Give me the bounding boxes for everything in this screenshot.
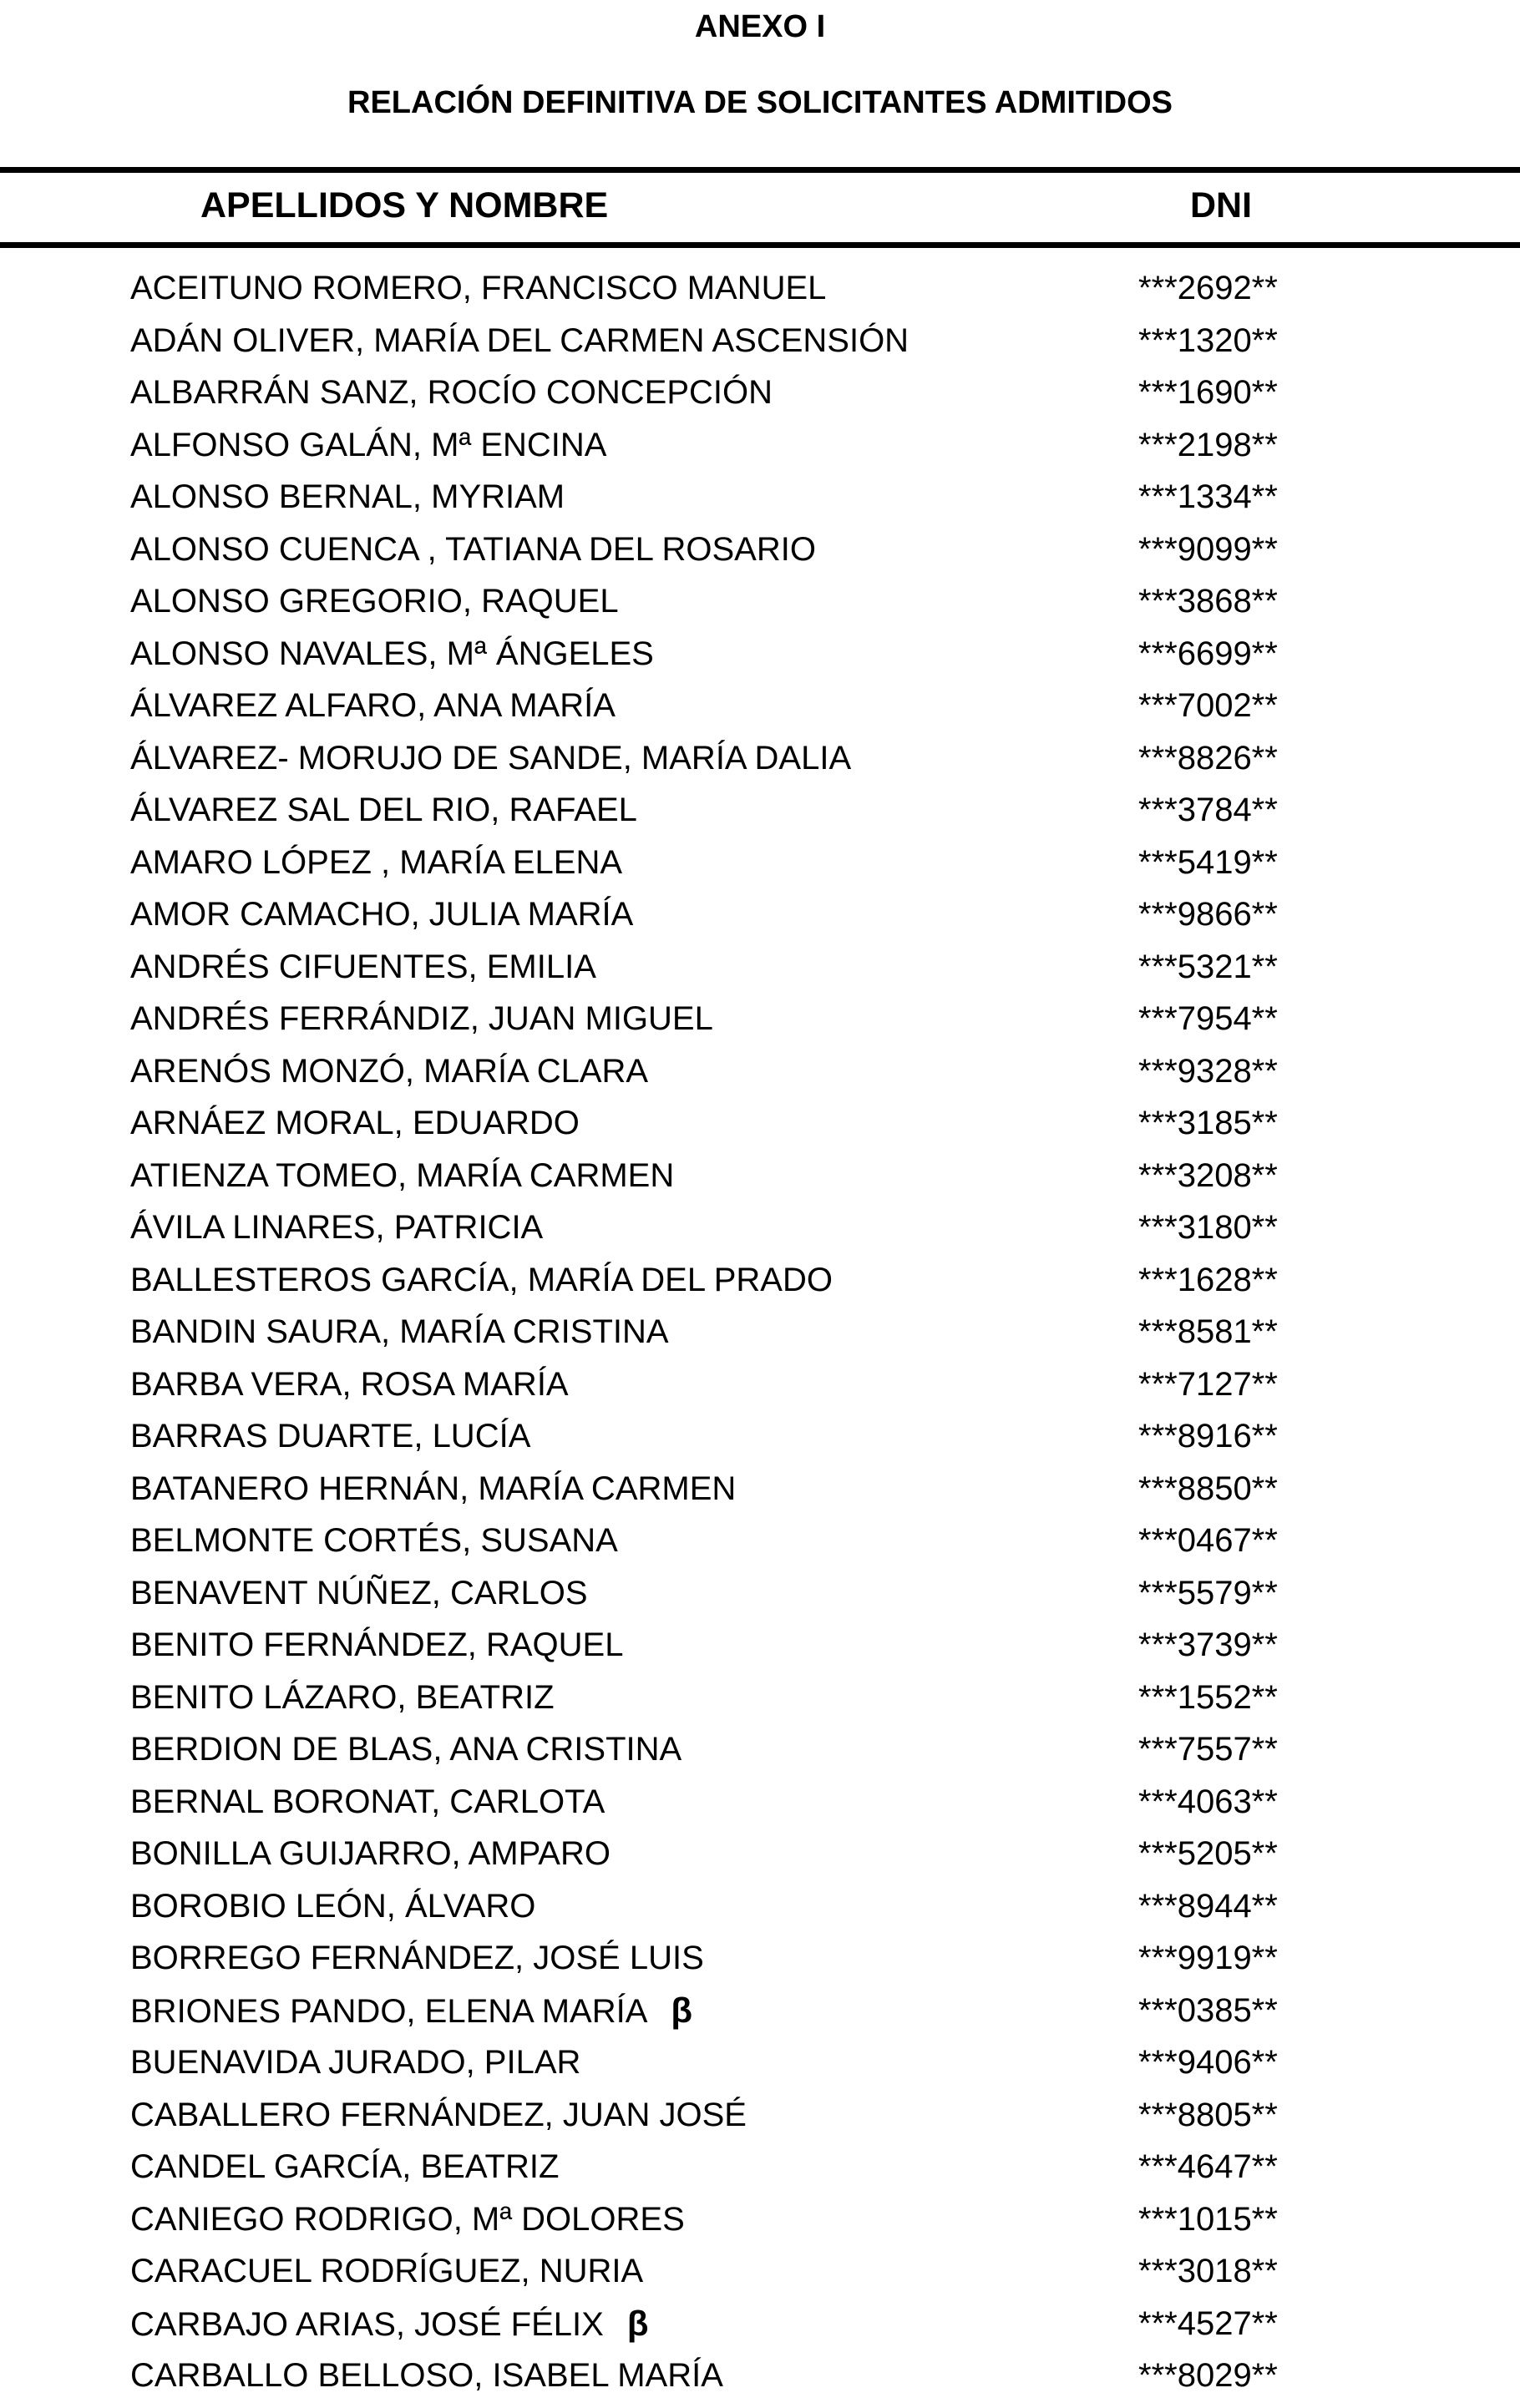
table-row xyxy=(0,1828,1520,1880)
applicant-dni: ***9919** xyxy=(1138,1940,1278,1976)
applicant-name-cell xyxy=(130,1463,736,1515)
applicant-name-cell xyxy=(130,941,596,993)
table-row xyxy=(0,732,1520,785)
beta-mark: β xyxy=(626,2303,649,2343)
applicant-dni: ***8826** xyxy=(1138,739,1278,777)
applicant-name: ÁVILA LINARES, PATRICIA xyxy=(130,1209,544,1246)
table-row xyxy=(0,1463,1520,1515)
applicant-name-cell xyxy=(130,1254,833,1306)
applicant-dni: ***3208** xyxy=(1138,1156,1278,1194)
applicant-list xyxy=(0,262,1520,2402)
table-row xyxy=(0,1567,1520,1620)
applicant-dni: ***2692** xyxy=(1138,270,1278,306)
applicant-name: ARENÓS MONZÓ, MARÍA CLARA xyxy=(130,1052,649,1090)
table-row xyxy=(0,2036,1520,2089)
applicant-name: ADÁN OLIVER, MARÍA DEL CARMEN ASCENSIÓN xyxy=(130,321,909,359)
applicant-dni: ***0385** xyxy=(1138,1991,1278,2029)
applicant-dni: ***5579** xyxy=(1138,1574,1278,1611)
applicant-name-cell xyxy=(130,1723,681,1775)
applicant-name: CABALLERO FERNÁNDEZ, JUAN JOSÉ xyxy=(130,2096,747,2133)
applicant-dni: ***8581** xyxy=(1138,1313,1278,1350)
applicant-name-cell xyxy=(130,1828,611,1879)
applicant-dni: ***5205** xyxy=(1138,1835,1278,1872)
applicant-name: CANDEL GARCÍA, BEATRIZ xyxy=(130,2148,560,2185)
applicant-name-cell xyxy=(130,784,637,836)
applicant-dni: ***1015** xyxy=(1138,2200,1278,2238)
applicant-dni: ***3018** xyxy=(1138,2253,1278,2289)
applicant-name-cell xyxy=(130,1619,623,1671)
table-row xyxy=(0,2089,1520,2142)
applicant-name: ALONSO CUENCA , TATIANA DEL ROSARIO xyxy=(130,530,816,568)
applicant-name: ÁLVAREZ ALFARO, ANA MARÍA xyxy=(130,687,616,724)
table-row xyxy=(0,1045,1520,1098)
applicant-name-cell xyxy=(130,1567,588,1619)
applicant-name-cell xyxy=(130,1672,555,1723)
table-row xyxy=(0,2298,1520,2350)
applicant-name: BOROBIO LEÓN, ÁLVARO xyxy=(130,1887,536,1925)
table-row xyxy=(0,1358,1520,1411)
applicant-name: ÁLVAREZ SAL DEL RIO, RAFAEL xyxy=(130,792,637,828)
applicant-dni: ***3868** xyxy=(1138,583,1278,620)
applicant-name: BATANERO HERNÁN, MARÍA CARMEN xyxy=(130,1470,737,1507)
applicant-name-cell xyxy=(130,2141,559,2193)
applicant-name: ACEITUNO ROMERO, FRANCISCO MANUEL xyxy=(130,270,827,306)
applicant-name-cell xyxy=(130,888,633,940)
applicant-name-cell xyxy=(130,1201,543,1253)
table-row xyxy=(0,1410,1520,1463)
applicant-dni: ***8850** xyxy=(1138,1470,1278,1507)
applicant-name: BENITO FERNÁNDEZ, RAQUEL xyxy=(130,1626,624,1663)
applicant-name: ALONSO GREGORIO, RAQUEL xyxy=(130,583,619,620)
applicant-name: BRIONES PANDO, ELENA MARÍA xyxy=(130,1992,648,2030)
applicant-name-cell xyxy=(130,262,826,314)
applicant-name-cell xyxy=(130,837,622,888)
applicant-dni: ***8944** xyxy=(1138,1887,1278,1925)
applicant-dni: ***2198** xyxy=(1138,426,1278,463)
table-row xyxy=(0,1306,1520,1358)
applicant-name: ARNÁEZ MORAL, EDUARDO xyxy=(130,1105,580,1141)
applicant-dni: ***1628** xyxy=(1138,1261,1278,1298)
table-row xyxy=(0,367,1520,419)
applicant-name: ÁLVAREZ- MORUJO DE SANDE, MARÍA DALIA xyxy=(130,739,852,777)
applicant-dni: ***1320** xyxy=(1138,321,1278,359)
applicant-dni: ***9406** xyxy=(1138,2044,1278,2081)
applicant-name-cell xyxy=(130,367,773,418)
table-row xyxy=(0,837,1520,889)
table-row xyxy=(0,1723,1520,1776)
applicant-name-cell xyxy=(130,1410,530,1462)
column-header-dni: DNI xyxy=(1190,185,1253,225)
applicant-name-cell xyxy=(130,1358,569,1410)
applicant-name: CARBAJO ARIAS, JOSÉ FÉLIX xyxy=(130,2305,604,2343)
applicant-name-cell xyxy=(130,419,606,471)
applicant-name: CANIEGO RODRIGO, Mª DOLORES xyxy=(130,2200,685,2238)
applicant-name-cell xyxy=(130,575,619,627)
applicant-name-cell xyxy=(130,524,816,575)
applicant-name-cell xyxy=(130,471,565,523)
applicant-name-cell xyxy=(130,2089,747,2141)
applicant-name-cell xyxy=(130,1306,669,1358)
applicant-dni: ***8029** xyxy=(1138,2357,1278,2394)
applicant-name: BENITO LÁZARO, BEATRIZ xyxy=(130,1678,555,1716)
applicant-name-cell xyxy=(130,628,654,680)
table-row xyxy=(0,1619,1520,1672)
table-row xyxy=(0,524,1520,576)
applicant-dni: ***1334** xyxy=(1138,478,1278,515)
applicant-dni: ***8916** xyxy=(1138,1418,1278,1454)
table-row xyxy=(0,1097,1520,1150)
table-row xyxy=(0,2193,1520,2246)
applicant-name: BONILLA GUIJARRO, AMPARO xyxy=(130,1835,611,1872)
applicant-name-cell xyxy=(130,1150,674,1201)
applicant-dni: ***9866** xyxy=(1138,896,1278,933)
applicant-dni: ***5419** xyxy=(1138,843,1278,881)
applicant-dni: ***3784** xyxy=(1138,792,1278,828)
table-row xyxy=(0,1672,1520,1724)
applicant-dni: ***4063** xyxy=(1138,1783,1278,1820)
table-row xyxy=(0,784,1520,837)
applicant-name: BELMONTE CORTÉS, SUSANA xyxy=(130,1522,618,1559)
applicant-name-cell xyxy=(130,1045,648,1097)
applicant-name: ATIENZA TOMEO, MARÍA CARMEN xyxy=(130,1156,675,1194)
applicant-dni: ***3739** xyxy=(1138,1626,1278,1663)
applicant-name-cell xyxy=(130,1776,605,1828)
applicant-dni: ***1690** xyxy=(1138,374,1278,411)
applicant-dni: ***8805** xyxy=(1138,2096,1278,2133)
document-title: RELACIÓN DEFINITIVA DE SOLICITANTES ADMITIDOS xyxy=(347,85,1173,120)
applicant-name-cell xyxy=(130,2350,723,2401)
applicant-name-cell xyxy=(130,2245,643,2297)
applicant-dni: ***7002** xyxy=(1138,687,1278,724)
applicant-name-cell xyxy=(130,732,851,784)
applicant-name-cell xyxy=(130,2036,580,2088)
table-row xyxy=(0,1880,1520,1933)
table-row xyxy=(0,419,1520,472)
applicant-name: CARBALLO BELLOSO, ISABEL MARÍA xyxy=(130,2357,723,2394)
applicant-name-cell xyxy=(130,993,713,1045)
applicant-dni: ***7954** xyxy=(1138,1000,1278,1037)
applicant-name-cell xyxy=(130,680,616,731)
table-row xyxy=(0,2141,1520,2193)
table-row xyxy=(0,575,1520,628)
applicant-dni: ***1552** xyxy=(1138,1678,1278,1716)
applicant-dni: ***4527** xyxy=(1138,2304,1278,2342)
applicant-name-cell xyxy=(130,1880,535,1932)
table-row xyxy=(0,1776,1520,1829)
table-row xyxy=(0,1515,1520,1567)
column-header-name: APELLIDOS Y NOMBRE xyxy=(200,185,609,225)
applicant-name-cell xyxy=(130,2193,685,2245)
applicant-name: BERNAL BORONAT, CARLOTA xyxy=(130,1783,605,1820)
applicant-name: BENAVENT NÚÑEZ, CARLOS xyxy=(130,1574,588,1611)
table-row xyxy=(0,888,1520,941)
applicant-name: ALONSO BERNAL, MYRIAM xyxy=(130,478,565,515)
applicant-name: BARRAS DUARTE, LUCÍA xyxy=(130,1418,531,1454)
table-row xyxy=(0,1201,1520,1254)
applicant-name-cell xyxy=(130,1932,704,1984)
applicant-name: BARBA VERA, ROSA MARÍA xyxy=(130,1365,569,1403)
table-row xyxy=(0,680,1520,732)
applicant-dni: ***3185** xyxy=(1138,1105,1278,1141)
header-top-rule xyxy=(0,167,1520,173)
applicant-name: BANDIN SAURA, MARÍA CRISTINA xyxy=(130,1313,669,1350)
table-row xyxy=(0,993,1520,1045)
applicant-name: ALFONSO GALÁN, Mª ENCINA xyxy=(130,426,607,463)
header-bottom-rule xyxy=(0,242,1520,248)
table-row xyxy=(0,941,1520,994)
applicant-dni: ***4647** xyxy=(1138,2148,1278,2185)
table-row xyxy=(0,1932,1520,1985)
applicant-name: ALONSO NAVALES, Mª ÁNGELES xyxy=(130,635,654,672)
applicant-name-cell xyxy=(130,1985,692,2037)
table-row xyxy=(0,471,1520,524)
applicant-name: ALBARRÁN SANZ, ROCÍO CONCEPCIÓN xyxy=(130,374,773,411)
applicant-name-cell xyxy=(130,315,909,367)
applicant-name: AMARO LÓPEZ , MARÍA ELENA xyxy=(130,843,623,881)
applicant-name: ANDRÉS CIFUENTES, EMILIA xyxy=(130,948,596,985)
annex-title: ANEXO I xyxy=(694,9,826,44)
table-row xyxy=(0,1150,1520,1202)
applicant-name: BALLESTEROS GARCÍA, MARÍA DEL PRADO xyxy=(130,1261,833,1298)
applicant-dni: ***7557** xyxy=(1138,1731,1278,1768)
applicant-name: AMOR CAMACHO, JULIA MARÍA xyxy=(130,896,634,933)
applicant-dni: ***9328** xyxy=(1138,1052,1278,1090)
applicant-name-cell xyxy=(130,1515,618,1566)
table-row xyxy=(0,2350,1520,2402)
applicant-name: BERDION DE BLAS, ANA CRISTINA xyxy=(130,1731,682,1768)
applicant-name-cell xyxy=(130,2298,648,2350)
applicant-dni: ***9099** xyxy=(1138,530,1278,568)
table-row xyxy=(0,1254,1520,1307)
applicant-dni: ***7127** xyxy=(1138,1365,1278,1403)
applicant-name: BORREGO FERNÁNDEZ, JOSÉ LUIS xyxy=(130,1940,704,1976)
beta-mark: β xyxy=(671,1990,693,2030)
applicant-dni: ***6699** xyxy=(1138,635,1278,672)
applicant-dni: ***5321** xyxy=(1138,948,1278,985)
applicant-name: CARACUEL RODRÍGUEZ, NURIA xyxy=(130,2253,644,2289)
table-row xyxy=(0,628,1520,680)
applicant-dni: ***3180** xyxy=(1138,1209,1278,1246)
applicant-name-cell xyxy=(130,1097,580,1149)
applicant-dni: ***0467** xyxy=(1138,1522,1278,1559)
table-row xyxy=(0,1985,1520,2037)
table-row xyxy=(0,2245,1520,2298)
table-row xyxy=(0,315,1520,367)
table-row xyxy=(0,262,1520,315)
applicant-name: ANDRÉS FERRÁNDIZ, JUAN MIGUEL xyxy=(130,1000,713,1037)
applicant-name: BUENAVIDA JURADO, PILAR xyxy=(130,2044,581,2081)
